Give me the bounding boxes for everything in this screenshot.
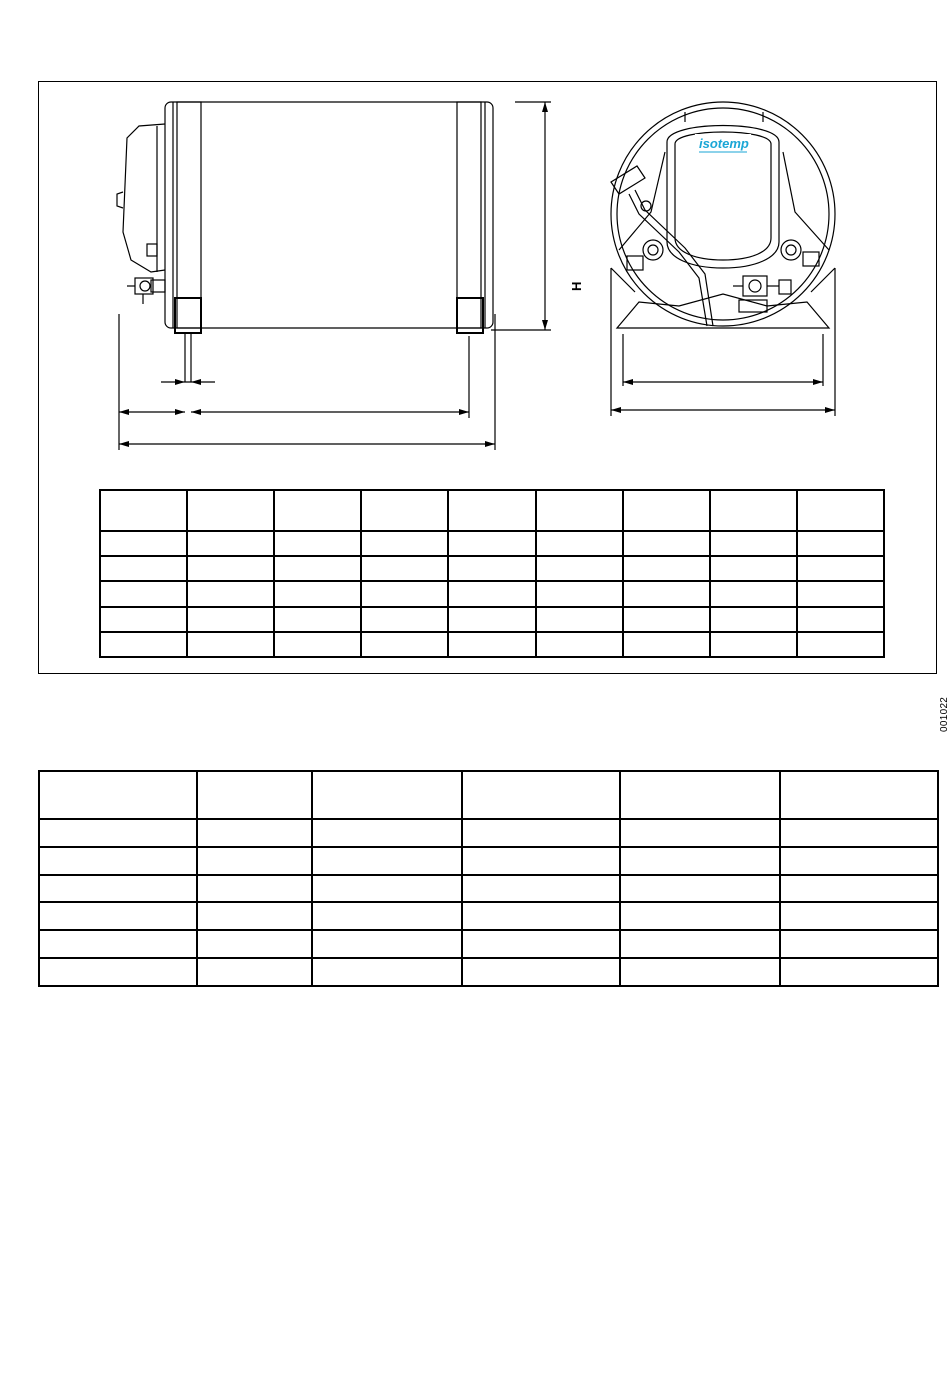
table-cell — [710, 531, 797, 556]
table-cell — [462, 875, 620, 903]
table-cell — [536, 607, 623, 632]
table-cell — [197, 930, 312, 958]
dimension-table-header — [100, 490, 884, 531]
table-cell — [620, 902, 780, 930]
table-cell — [536, 581, 623, 606]
table-cell — [620, 930, 780, 958]
table-cell — [448, 556, 535, 581]
table-cell — [100, 531, 187, 556]
table-cell — [39, 875, 197, 903]
header-cell — [780, 771, 938, 819]
table-cell — [187, 632, 274, 657]
table-cell — [536, 531, 623, 556]
table-cell — [710, 581, 797, 606]
table-row — [39, 958, 938, 986]
table-row — [39, 819, 938, 847]
table-cell — [462, 930, 620, 958]
spec-table — [38, 770, 939, 987]
table-cell — [274, 556, 361, 581]
table-cell — [780, 958, 938, 986]
table-cell — [274, 581, 361, 606]
table-cell — [780, 930, 938, 958]
table-cell — [361, 531, 448, 556]
table-row — [39, 847, 938, 875]
side-view — [117, 102, 551, 450]
table-cell — [448, 607, 535, 632]
table-cell — [780, 875, 938, 903]
drawing-frame — [38, 81, 950, 732]
table-row — [39, 875, 938, 903]
table-cell — [39, 930, 197, 958]
table-cell — [620, 875, 780, 903]
end-view-arrows — [611, 379, 835, 413]
table-cell — [710, 632, 797, 657]
table-cell — [780, 902, 938, 930]
table-row — [39, 902, 938, 930]
header-cell — [274, 490, 361, 531]
table-cell — [462, 958, 620, 986]
table-cell — [620, 819, 780, 847]
table-row — [100, 632, 884, 657]
header-cell — [312, 771, 462, 819]
svg-text:isotemp: isotemp — [699, 136, 749, 151]
table-cell — [780, 819, 938, 847]
isotemp-logo-graphic — [695, 134, 751, 154]
table-cell — [361, 581, 448, 606]
table-cell — [312, 875, 462, 903]
table-cell — [100, 556, 187, 581]
header-cell — [620, 771, 780, 819]
table-cell — [187, 556, 274, 581]
height-dimension-label: H — [569, 281, 584, 291]
table-cell — [197, 958, 312, 986]
table-cell — [797, 556, 884, 581]
table-cell — [312, 847, 462, 875]
header-cell — [361, 490, 448, 531]
table-cell — [39, 958, 197, 986]
table-cell — [197, 902, 312, 930]
table-cell — [710, 607, 797, 632]
table-cell — [274, 531, 361, 556]
table-cell — [100, 632, 187, 657]
table-cell — [312, 930, 462, 958]
table-cell — [623, 632, 710, 657]
header-cell — [536, 490, 623, 531]
table-cell — [361, 632, 448, 657]
table-cell — [197, 875, 312, 903]
table-cell — [361, 607, 448, 632]
header-cell — [448, 490, 535, 531]
table-cell — [536, 556, 623, 581]
table-cell — [274, 632, 361, 657]
table-row — [39, 930, 938, 958]
table-cell — [197, 847, 312, 875]
table-row — [100, 531, 884, 556]
header-cell — [797, 490, 884, 531]
header-cell — [710, 490, 797, 531]
table-cell — [462, 819, 620, 847]
table-cell — [197, 819, 312, 847]
table-cell — [448, 581, 535, 606]
table-cell — [623, 531, 710, 556]
table-row — [100, 607, 884, 632]
table-cell — [536, 632, 623, 657]
table-cell — [623, 581, 710, 606]
table-cell — [620, 847, 780, 875]
header-cell — [462, 771, 620, 819]
header-cell — [197, 771, 312, 819]
table-cell — [312, 958, 462, 986]
table-cell — [100, 581, 187, 606]
table-cell — [797, 632, 884, 657]
table-cell — [797, 607, 884, 632]
table-cell — [462, 847, 620, 875]
header-cell — [623, 490, 710, 531]
table-cell — [448, 632, 535, 657]
table-cell — [623, 607, 710, 632]
dimension-table — [99, 489, 885, 658]
technical-drawing — [39, 82, 936, 482]
table-cell — [312, 902, 462, 930]
header-cell — [187, 490, 274, 531]
header-cell — [100, 490, 187, 531]
table-cell — [187, 607, 274, 632]
drawing-code: 001022 — [939, 696, 950, 732]
table-cell — [797, 581, 884, 606]
table-row — [100, 556, 884, 581]
table-cell — [187, 581, 274, 606]
table-cell — [780, 847, 938, 875]
table-cell — [39, 902, 197, 930]
table-cell — [710, 556, 797, 581]
table-cell — [100, 607, 187, 632]
table-cell — [39, 819, 197, 847]
table-cell — [187, 531, 274, 556]
header-cell — [39, 771, 197, 819]
table-cell — [312, 819, 462, 847]
table-cell — [620, 958, 780, 986]
table-cell — [462, 902, 620, 930]
table-cell — [448, 531, 535, 556]
table-cell — [361, 556, 448, 581]
table-cell — [797, 531, 884, 556]
table-cell — [623, 556, 710, 581]
spec-table-header — [39, 771, 938, 819]
table-cell — [39, 847, 197, 875]
table-row — [100, 581, 884, 606]
dimension-arrows — [119, 102, 548, 447]
table-cell — [274, 607, 361, 632]
